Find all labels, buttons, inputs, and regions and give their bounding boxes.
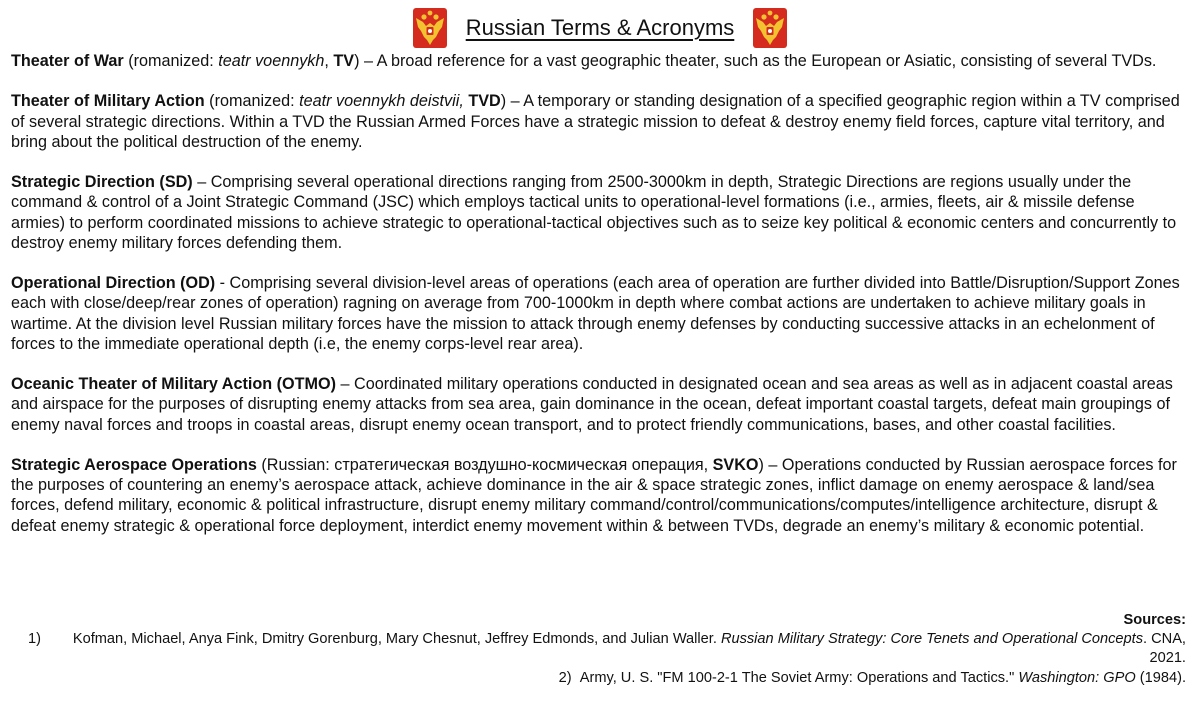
- paren-close: ): [758, 455, 764, 474]
- paren-open: (romanized:: [123, 52, 219, 70]
- acronym: SVKO: [712, 455, 759, 474]
- paren-close: ): [500, 92, 507, 111]
- paren-open: (romanized:: [204, 92, 300, 111]
- source-item: [16, 669, 1186, 688]
- header: [0, 6, 1200, 50]
- source-authors: Army, U. S. "FM 100-2-1 The Soviet Army: Operations and Tactics.": [579, 669, 1019, 686]
- definition: – Comprising several operational directions ranging from 2500-3000km in depth, Strategic Directions are regions usually under the command & control of a Joint Strategic Command (JSC) which employs tactical units to operational-level formations (i.e., armies, fleets, air & missile defense armies) to perform coordinated missions to achieve strategic to operational-tactical objectives such as to seize key political & economic centers and concurrently to destroy enemy military forces defending them.: [11, 173, 1177, 252]
- source-title: Russian Military Strategy: Core Tenets and Operational Concepts: [720, 631, 1144, 648]
- glossary-entry-theater-of-war: [11, 51, 1191, 71]
- term: Theater of Military Action: [11, 92, 205, 111]
- source-rest: (1984).: [1135, 669, 1186, 686]
- glossary-entry-theater-of-military-action: [11, 91, 1191, 152]
- term: Operational Direction (OD): [11, 274, 216, 293]
- glossary-entry-strategic-direction: [11, 172, 1191, 253]
- romanized-term: teatr voennykh: [218, 52, 325, 70]
- definition: – Operations conducted by Russian aerospace forces for the purposes of countering an enemy’s aerospace attack, achieve dominance in the air & space strategic zones, inflict damage on enemy aerospace & land/sea forces, defend military, economic & political infrastructure, disrupt enemy military command/control/communications/computes/intelligence architecture, disrupt & defeat enemy strategic & operational force deployment, interdict enemy movement within & between TVDs, degrade an enemy’s military & economic potential.: [11, 455, 1177, 535]
- source-number: 2): [558, 669, 572, 686]
- sources-section: [16, 611, 1186, 688]
- source-item: [16, 630, 1186, 668]
- glossary-entry-operational-direction: [11, 273, 1191, 354]
- glossary: [11, 51, 1191, 556]
- paren-close: ): [354, 52, 360, 70]
- acronym: TV: [333, 52, 355, 70]
- glossary-entry-oceanic-theater: [11, 374, 1191, 435]
- source-number: 1): [28, 631, 41, 648]
- term: Oceanic Theater of Military Action (OTMO): [11, 375, 336, 394]
- definition: – A broad reference for a vast geographic theater, such as the European or Asiatic, consisting of several TVDs.: [359, 52, 1157, 70]
- definition: – A temporary or standing designation of a specified geographic region within a TV comprised of several strategic directions. Within a TVD the Russian Armed Forces have a strategic mission to defeat & destroy enemy field forces, capture vital territory, and bring about the political destruction of the enemy.: [11, 92, 1180, 151]
- paren-open: (Russian: стратегическая воздушно-космическая операция,: [256, 455, 713, 474]
- page-title: Russian Terms & Acronyms: [465, 15, 735, 40]
- glossary-entry-strategic-aerospace-operations: [11, 455, 1191, 536]
- term: Strategic Aerospace Operations: [11, 455, 257, 474]
- sources-heading: Sources:: [1123, 612, 1186, 628]
- romanized-term: teatr voennykh deistvii,: [299, 92, 464, 111]
- source-rest: . CNA, 2021.: [1143, 631, 1186, 667]
- source-citation: [62, 630, 1186, 668]
- separator: ,: [324, 52, 334, 70]
- term: Strategic Direction (SD): [11, 173, 193, 192]
- source-title: Washington: GPO: [1018, 669, 1136, 686]
- source-authors: Kofman, Michael, Anya Fink, Dmitry Gorenburg, Mary Chesnut, Jeffrey Edmonds, and Julian Waller.: [72, 631, 721, 648]
- definition: - Comprising several division-level areas of operations (each area of operation are further divided into Battle/Disruption/Support Zones each with close/deep/rear zones of operation) ragning on average from 700-1000km in depth where combat actions are undertaken to achieve military goals in wartime. At the division level Russian military forces have the mission to attack through enemy defenses by conducting successive attacks in an echelonment of forces to the immediate operational depth (i.e, the enemy corps-level rear area).: [11, 274, 1180, 353]
- russian-coat-of-arms-icon: [752, 7, 788, 49]
- definition: – Coordinated military operations conducted in designated ocean and sea areas as well as in adjacent coastal areas and airspace for the purposes of disrupting enemy attacks from sea area, gain dominance in the ocean, defeat important coastal targets, defeat main groupings of enemy naval forces and troops in coastal areas, disrupt enemy ocean transport, and to protect friendly communications, bases, and other coastal facilities.: [11, 375, 1173, 434]
- term: Theater of War: [11, 52, 124, 70]
- acronym: TVD: [468, 92, 501, 111]
- russian-coat-of-arms-icon: [412, 7, 448, 49]
